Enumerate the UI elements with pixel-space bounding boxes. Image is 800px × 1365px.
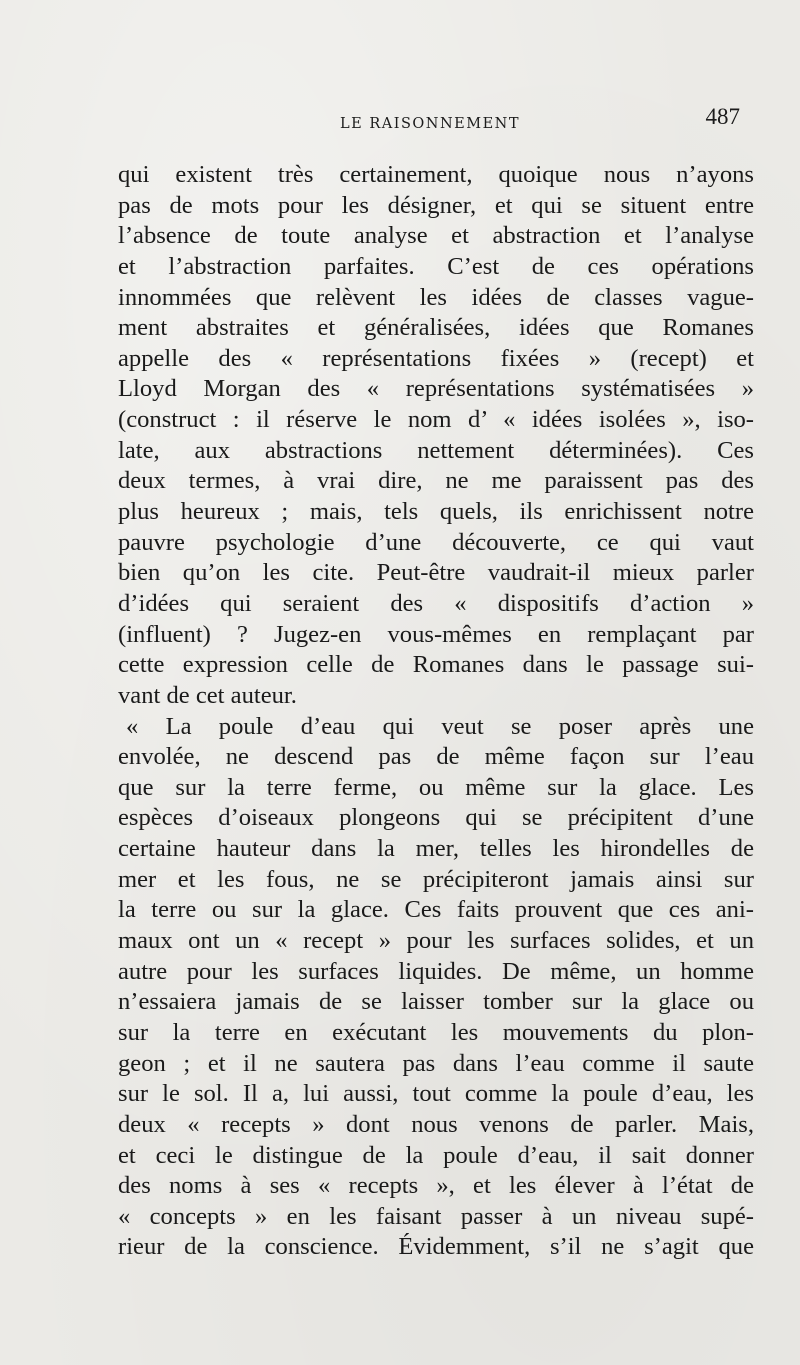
text-line: bien qu’on les cite. Peut-être vaudrait-il mieux parler [118,559,754,587]
text-line: (construct : il réserve le nom d’ « idées isolées », iso- [118,406,754,434]
text-line: deux « recepts » dont nous venons de parler. Mais, [118,1110,754,1138]
running-head: LE RAISONNEMENT [340,116,521,132]
text-line: mer et les fous, ne se précipiteront jamais ainsi sur [118,865,754,893]
text-line: pas de mots pour les désigner, et qui se situent entre [118,191,754,219]
page-header [118,104,754,140]
text-line: qui existent très certainement, quoique nous n’ayons [118,161,754,188]
text-line: rieur de la conscience. Évidemment, s’il ne s’agit que [118,1233,754,1261]
text-line: autre pour les surfaces liquides. De même, un homme [118,957,754,985]
text-line: vant de cet auteur. [118,681,297,709]
page-number: 487 [705,104,740,129]
text-line: sur le sol. Il a, lui aussi, tout comme la poule d’eau, les [118,1080,754,1108]
text-line: (influent) ? Jugez-en vous-mêmes en remplaçant par [118,620,754,648]
text-line: geon ; et il ne sautera pas dans l’eau comme il saute [118,1049,754,1077]
text-line: appelle des « représentations fixées » (recept) et [118,344,754,372]
text-line: que sur la terre ferme, ou même sur la glace. Les [118,773,754,801]
text-line: l’absence de toute analyse et abstraction et l’analyse [118,222,754,250]
body-text [118,160,754,1263]
text-line: espèces d’oiseaux plongeons qui se précipitent d’une [118,804,754,832]
text-line: n’essaiera jamais de se laisser tomber sur la glace ou [118,988,754,1016]
text-line: des noms à ses « recepts », et les élever à l’état de [118,1172,754,1200]
text-line: certaine hauteur dans la mer, telles les hirondelles de [118,835,754,863]
text-line: maux ont un « recept » pour les surfaces solides, et un [118,927,754,955]
text-line: « La poule d’eau qui veut se poser après une [126,712,754,740]
text-line: Lloyd Morgan des « représentations systématisées » [118,375,754,403]
text-line: et l’abstraction parfaites. C’est de ces opérations [118,252,754,280]
text-line: innommées que relèvent les idées de classes vague- [118,283,754,311]
text-line: sur la terre en exécutant les mouvements du plon- [118,1018,754,1046]
text-line: « concepts » en les faisant passer à un niveau supé- [118,1202,754,1230]
text-line: d’idées qui seraient des « dispositifs d’action » [118,589,754,617]
text-line: late, aux abstractions nettement déterminées). Ces [118,436,754,464]
text-line: la terre ou sur la glace. Ces faits prouvent que ces ani- [118,896,754,924]
text-line: plus heureux ; mais, tels quels, ils enrichissent notre [118,498,754,526]
text-line: deux termes, à vrai dire, ne me paraissent pas des [118,467,754,495]
text-line: pauvre psychologie d’une découverte, ce qui vaut [118,528,754,556]
text-line: ment abstraites et généralisées, idées que Romanes [118,314,754,342]
text-line: envolée, ne descend pas de même façon sur l’eau [118,743,754,771]
text-line: et ceci le distingue de la poule d’eau, il sait donner [118,1141,754,1169]
text-line: cette expression celle de Romanes dans le passage sui- [118,651,754,679]
